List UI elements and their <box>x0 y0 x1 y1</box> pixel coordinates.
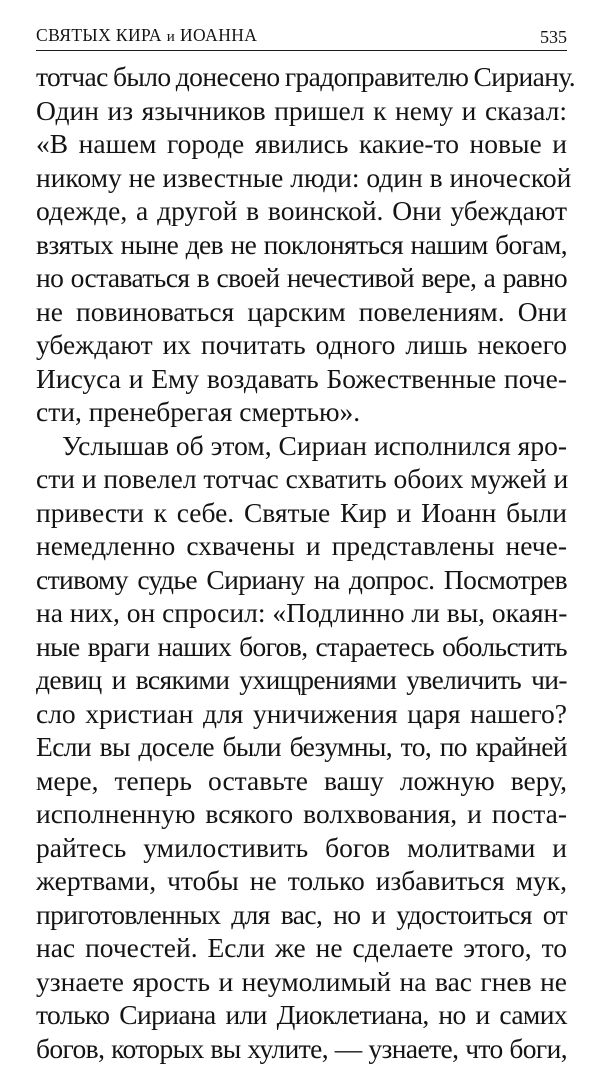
text-line: на них, он спросил: «Подлинно ли вы, окаян- <box>36 596 567 630</box>
text-line: но оставаться в своей нечестивой вере, а равно <box>36 261 567 295</box>
text-line: исполненную всякого волхвования, и поста- <box>36 797 567 831</box>
text-line: никому не известные люди: один в иноческой <box>36 161 567 195</box>
text-line: привести к себе. Святые Кир и Иоанн были <box>36 496 567 530</box>
chapter-title-part1: СВЯТЫХ КИРА <box>36 25 162 45</box>
text-line: сти и повелел тотчас схватить обоих мужей и <box>36 462 567 496</box>
text-line: девиц и всякими ухищрениями увеличить чи- <box>36 663 567 697</box>
text-line: ные враги наших богов, стараетесь обольстить <box>36 630 567 664</box>
text-line: убеждают их почитать одного лишь некоего <box>36 328 567 362</box>
text-line: Один из язычников пришел к нему и сказал: <box>36 94 567 128</box>
text-line: «В нашем городе явились какие-то новые и <box>36 127 567 161</box>
text-line: жертвами, чтобы не только избавиться мук, <box>36 864 567 898</box>
text-line: нас почестей. Если же не сделаете этого, то <box>36 931 567 965</box>
chapter-title-conjunction: и <box>167 29 175 45</box>
text-line: узнаете ярость и неумолимый на вас гнев не <box>36 965 567 999</box>
text-line: Если вы доселе были безумны, то, по крайней <box>36 730 567 764</box>
text-line: сти, пренебрегая смертью». <box>36 395 567 429</box>
paragraph-1 <box>36 60 567 429</box>
text-line: приготовленных для вас, но и удостоиться от <box>36 898 567 932</box>
text-line: Иисуса и Ему воздавать Божественные поче- <box>36 362 567 396</box>
paragraph-2 <box>36 429 567 1065</box>
text-line: мере, теперь оставьте вашу ложную веру, <box>36 764 567 798</box>
text-line: Услышав об этом, Сириан исполнился яро- <box>36 429 567 463</box>
text-line: одежде, а другой в воинской. Они убеждают <box>36 194 567 228</box>
running-header <box>36 24 567 51</box>
text-line: взятых ныне дев не поклоняться нашим богам, <box>36 228 567 262</box>
body-text <box>36 60 567 1065</box>
text-line: тотчас было донесено градоправителю Сириану. <box>36 60 567 94</box>
page-number: 535 <box>540 27 567 50</box>
text-line: не повиноваться царским повелениям. Они <box>36 295 567 329</box>
text-line: стивому судье Сириану на допрос. Посмотрев <box>36 563 567 597</box>
text-line: райтесь умилостивить богов молитвами и <box>36 831 567 865</box>
chapter-title-part2: ИОАННА <box>180 25 257 45</box>
text-line: богов, которых вы хулите, — узнаете, что боги, <box>36 1032 567 1065</box>
chapter-title <box>36 25 257 50</box>
text-line: сло христиан для уничижения царя нашего? <box>36 697 567 731</box>
text-line: немедленно схвачены и представлены нече- <box>36 529 567 563</box>
text-line: только Сириана или Диоклетиана, но и самих <box>36 998 567 1032</box>
